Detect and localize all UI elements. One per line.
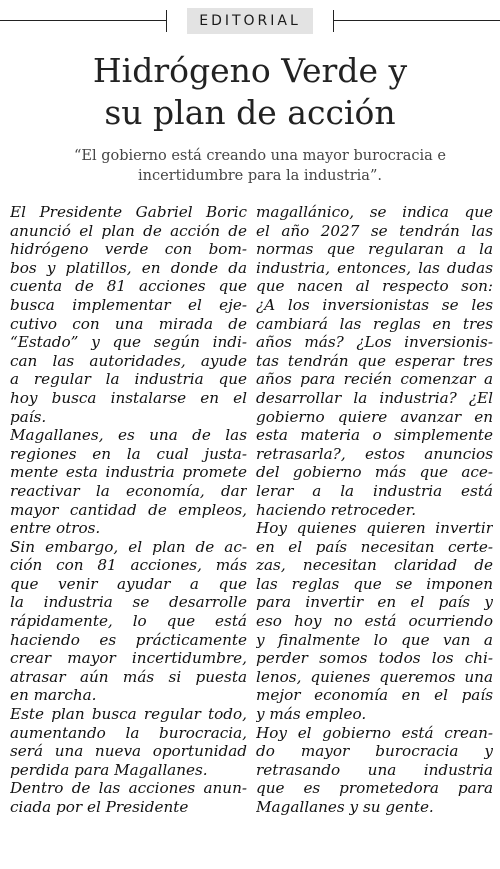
article-line: haciendo es prácticamente [10, 630, 247, 649]
article-line: ¿A los inversionistas se les [256, 295, 493, 314]
article-line: será una nueva oportunidad [10, 742, 247, 761]
article-line: cambiará las reglas en tres [256, 314, 493, 333]
article-line: Dentro de las acciones anun- [10, 779, 247, 798]
headline [0, 50, 500, 134]
article-line: que es prometedora para [256, 779, 493, 798]
article-line: Sin embargo, el plan de ac- [10, 537, 247, 556]
article-line: perdida para Magallanes. [10, 760, 208, 779]
article-line: país. [10, 407, 47, 426]
article-line: años más? ¿Los inversionis- [256, 333, 493, 352]
article-line: can las autoridades, ayude [10, 351, 247, 370]
article-line: retrasando una industria [256, 760, 493, 779]
article-line: do mayor burocracia y [256, 742, 493, 761]
article-line: anunció el plan de acción de [10, 221, 247, 240]
article-line: lerar a la industria está [256, 481, 493, 500]
article-line: mente esta industria promete [10, 463, 247, 482]
pull-quote [30, 146, 490, 186]
article-line: retrasarla?, estos anuncios [256, 444, 493, 463]
article-line: atrasar aún más si puesta [10, 667, 247, 686]
article-line: El Presidente Gabriel Boric [10, 203, 247, 221]
article-line: Este plan busca regular todo, [10, 705, 247, 724]
article-line: industria, entonces, las dudas [256, 258, 493, 277]
headline-line-2: su plan de acción [104, 93, 396, 132]
article-line: rápidamente, lo que está [10, 612, 247, 631]
header-rule-tick-right [333, 10, 334, 32]
section-label: EDITORIAL [187, 8, 313, 34]
article-column-right [256, 203, 493, 817]
article-line: para invertir en el país y [256, 593, 493, 612]
header-rule-left [0, 20, 166, 21]
pull-quote-line-2: incertidumbre para la industria”. [138, 168, 382, 184]
article-line: que nacen al respecto son: [256, 277, 493, 296]
article-line: haciendo retroceder. [256, 500, 417, 519]
article-line: normas que regularan a la [256, 240, 493, 259]
article-line: en el país necesitan certe- [256, 537, 493, 556]
pull-quote-line-1: “El gobierno está creando una mayor burocracia e [73, 148, 447, 164]
article-line: a regular la industria que [10, 370, 247, 389]
article-line: “Estado” y que según indi- [10, 333, 247, 352]
article-line: mejor economía en el país [256, 686, 493, 705]
article-line: Magallanes, es una de las [10, 426, 247, 445]
article-line: eso hoy no está ocurriendo [256, 612, 493, 631]
article-line: perder somos todos los chi- [256, 649, 493, 668]
article-line: Hoy el gobierno está crean- [256, 723, 493, 742]
article-line: Hoy quienes quieren invertir [256, 519, 493, 538]
article-line: cuenta de 81 acciones que [10, 277, 247, 296]
article-line: crear mayor incertidumbre, [10, 649, 247, 668]
article-line: zas, necesitan claridad de [256, 556, 493, 575]
article-line: del gobierno más que ace- [256, 463, 493, 482]
article-line: hoy busca instalarse en el [10, 388, 247, 407]
article-line: magallánico, se indica que [256, 203, 493, 221]
header-rule-tick-left [166, 10, 167, 32]
article-line: aumentando la burocracia, [10, 723, 247, 742]
article-line: hidrógeno verde con bom- [10, 240, 247, 259]
article-line: años para recién comenzar a [256, 370, 493, 389]
article-line: desarrollar la industria? ¿El [256, 388, 493, 407]
article-line: en marcha. [10, 686, 97, 705]
article-line: regiones en la cual justa- [10, 444, 247, 463]
article-column-left [10, 203, 247, 817]
article-line: mayor cantidad de empleos, [10, 500, 247, 519]
header-rule-right [334, 20, 500, 21]
headline-line-1: Hidrógeno Verde y [92, 51, 408, 90]
article-line: busca implementar el eje- [10, 295, 247, 314]
article-line: Magallanes y su gente. [256, 798, 434, 816]
article-line: que venir ayudar a que [10, 574, 247, 593]
article-line: gobierno quiere avanzar en [256, 407, 493, 426]
article-line: tas tendrán que esperar tres [256, 351, 493, 370]
article-line: cutivo con una mirada de [10, 314, 247, 333]
article-line: esta materia o simplemente [256, 426, 493, 445]
article-line: ciada por el Presidente [10, 798, 189, 816]
article-line: las reglas que se imponen [256, 574, 493, 593]
article-line: reactivar la economía, dar [10, 481, 247, 500]
article-line: y más empleo. [256, 705, 367, 724]
article-line: y finalmente lo que van a [256, 630, 493, 649]
article-line: ción con 81 acciones, más [10, 556, 247, 575]
article-line: lenos, quienes queremos una [256, 667, 493, 686]
article-line: el año 2027 se tendrán las [256, 221, 493, 240]
article-line: bos y platillos, en donde da [10, 258, 247, 277]
article-line: la industria se desarrolle [10, 593, 247, 612]
article-line: entre otros. [10, 519, 101, 538]
